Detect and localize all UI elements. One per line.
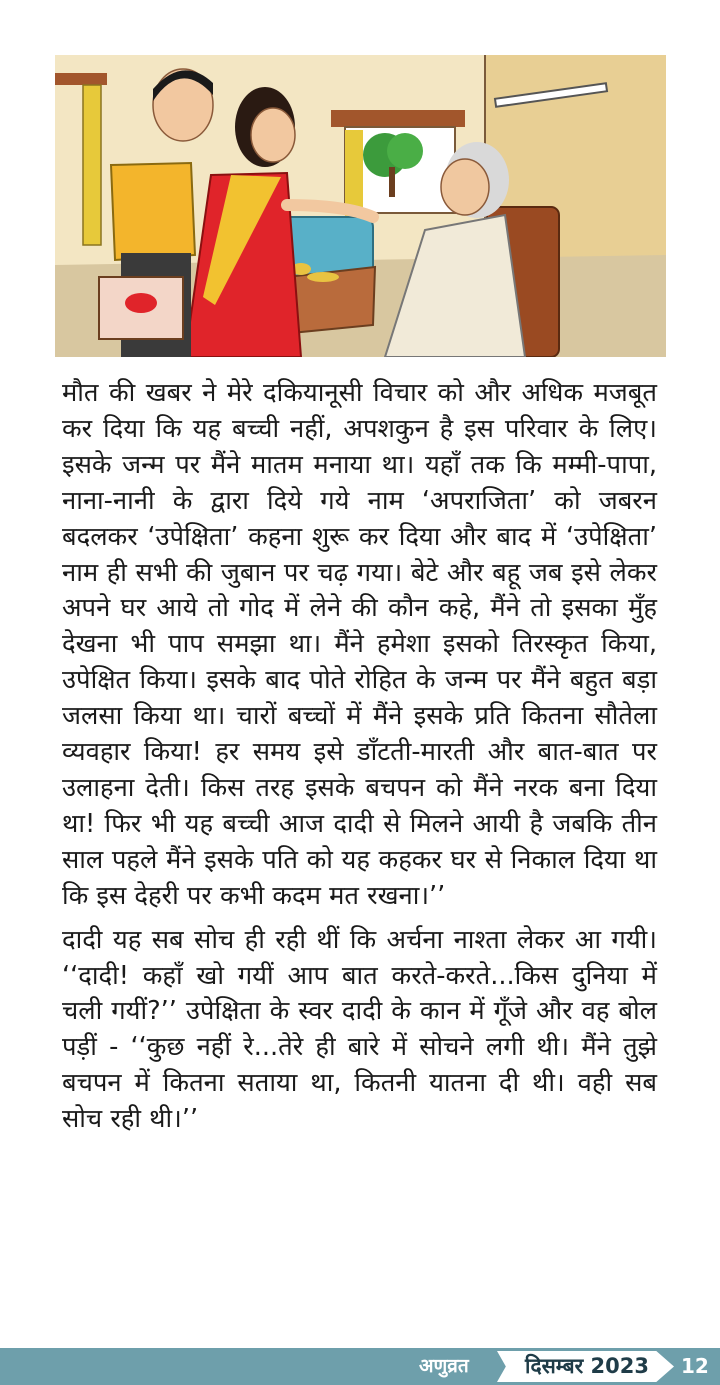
article-paragraph: दादी यह सब सोच ही रही थीं कि अर्चना नाश्ता लेकर आ गयी। ‘‘दादी! कहाँ खो गयीं आप बात करते-करते...किस दुनिया में चली गयीं?’’ उपेक्षिता के स्वर दादी के कान में गूँजे और वह बोल पड़ीं - ‘‘कुछ नहीं रे...तेरे ही बारे में सोचने लगी थी। मैंने तुझे बचपन में कितना सताया था, कितनी यातना दी थी। वही सब सोच रही थी।’’	[62, 924, 657, 1135]
page-number: 12	[681, 1354, 709, 1378]
page-footer	[0, 1348, 720, 1385]
family-visiting-grandmother-illustration	[55, 55, 666, 357]
magazine-name: अणुव्रत	[419, 1355, 469, 1377]
story-illustration	[55, 55, 666, 357]
issue-date: दिसम्बर 2023	[525, 1354, 649, 1378]
article-paragraph: मौत की खबर ने मेरे दकियानूसी विचार को और अधिक मजबूत कर दिया कि यह बच्ची नहीं, अपशकुन है इस परिवार के लिए। इसके जन्म पर मैंने मातम मनाया था। यहाँ तक कि मम्मी-पापा, नाना-नानी के द्वारा दिये गये नाम ‘अपराजिता’ को जबरन बदलकर ‘उपेक्षिता’ कहना शुरू कर दिया और बाद में ‘उपेक्षिता’ नाम ही सभी की जुबान पर चढ़ गया। बेटे और बहू जब इसे लेकर अपने घर आये तो गोद में लेने की कौन कहे, मैंने तो इसका मुँह देखना भी पाप समझा था। मैंने हमेशा इसको तिरस्कृत किया, उपेक्षित किया। इसके बाद पोते रोहित के जन्म पर मैंने बहुत बड़ा जलसा किया था। चारों बच्चों में मैंने इसके प्रति कितना सौतेला व्यवहार किया! हर समय इसे डाँटती-मारती और बात-बात पर उलाहना देती। किस तरह इसके बचपन को मैंने नरक बना दिया था! फिर भी यह बच्ची आज दादी से मिलने आयी है जबकि तीन साल पहले मैंने इसके पति को यह कहकर घर से निकाल दिया था कि इस देहरी पर कभी कदम मत रखना।’’	[62, 378, 657, 911]
article-body	[62, 376, 657, 1138]
